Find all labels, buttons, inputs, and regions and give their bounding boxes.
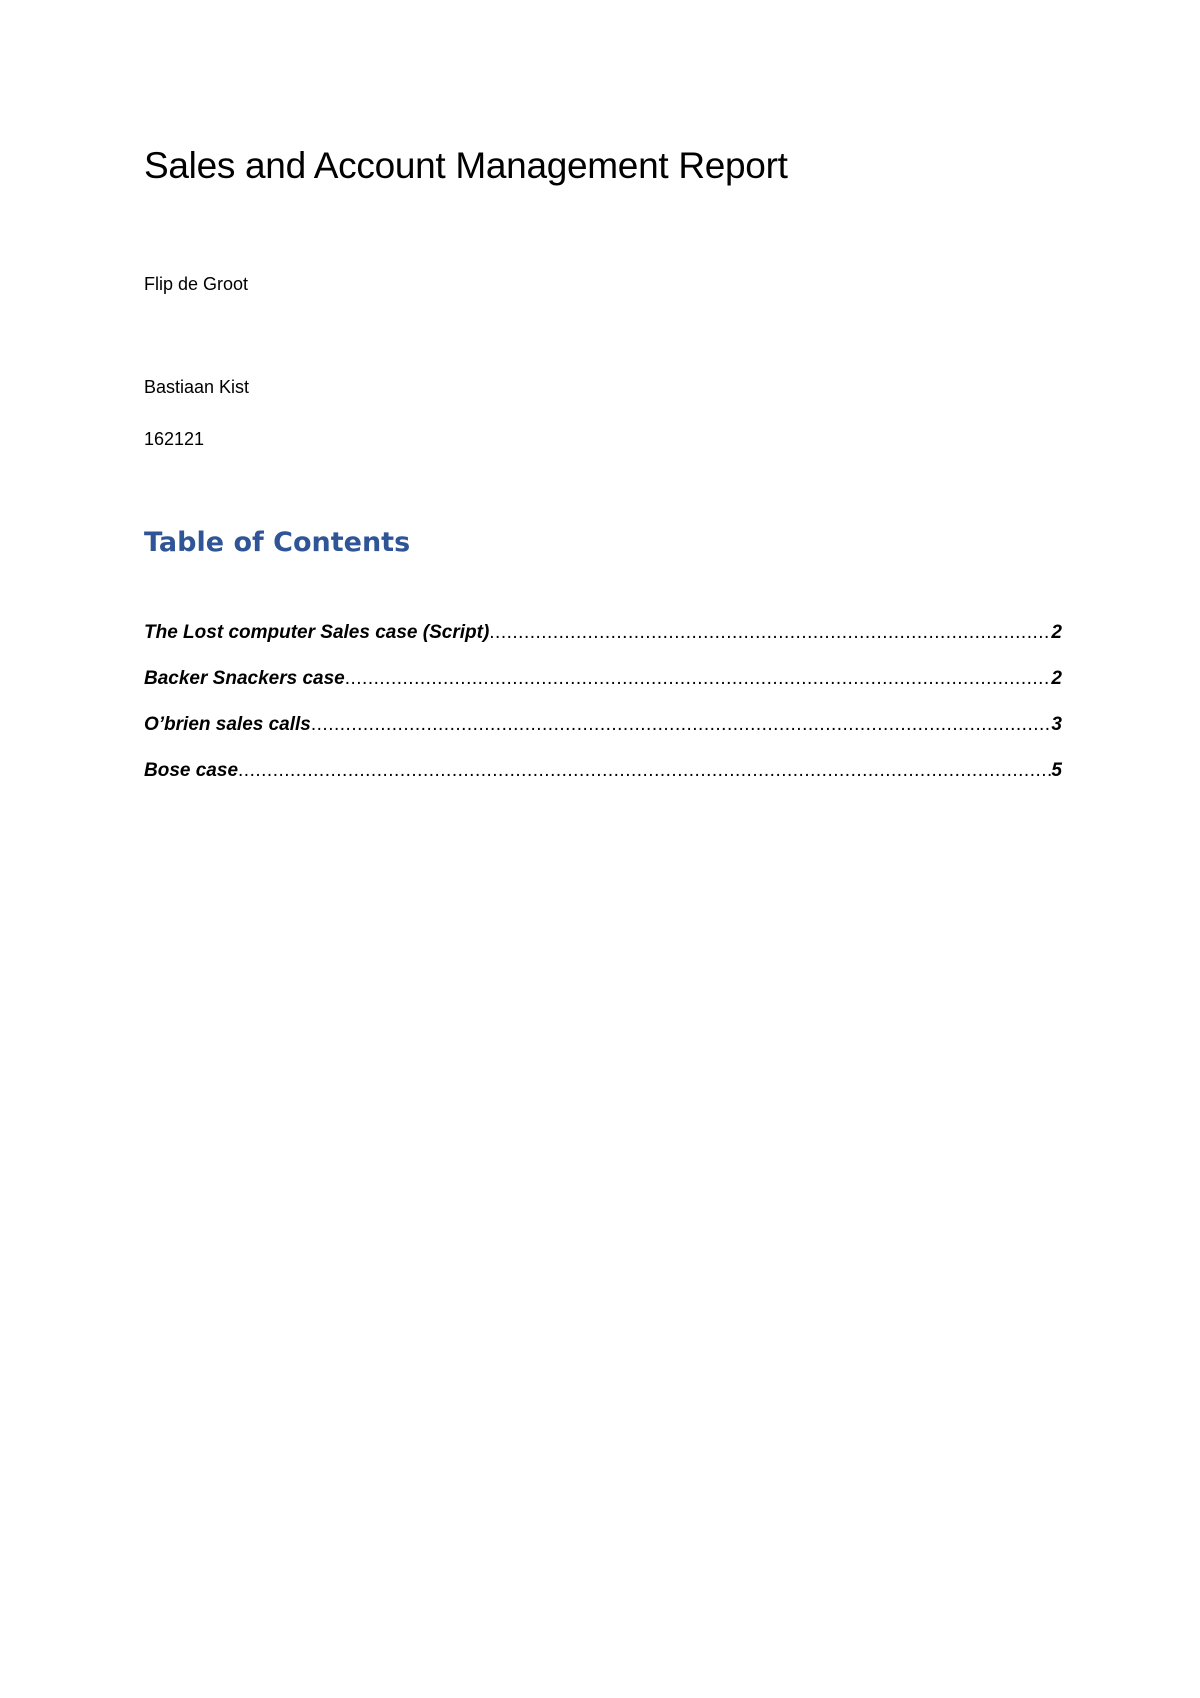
toc-page-number: 3 <box>1051 714 1062 735</box>
toc-page-number: 2 <box>1051 622 1062 643</box>
student-number: 162121 <box>144 429 205 449</box>
toc-page-number: 2 <box>1051 668 1062 689</box>
toc-page-number: 5 <box>1051 760 1062 781</box>
author-name: Flip de Groot <box>144 274 249 294</box>
toc-entry-obrien-sales-calls[interactable] <box>144 712 1062 758</box>
toc-dot-leader <box>489 620 1051 646</box>
toc-dot-leader <box>238 758 1051 784</box>
toc-entry-label: Bose case <box>144 760 239 781</box>
toc-dot-leader <box>311 712 1052 738</box>
toc-entry-bose-case[interactable] <box>144 758 1062 804</box>
toc-entry-label: Backer Snackers case <box>144 668 345 689</box>
toc-entry-label: The Lost computer Sales case (Script) <box>144 622 490 643</box>
table-of-contents <box>144 620 1062 804</box>
document-title: Sales and Account Management Report <box>144 145 788 186</box>
toc-heading: Table of Contents <box>144 527 411 558</box>
toc-entry-backer-snackers-case[interactable] <box>144 666 1062 712</box>
toc-entry-lost-computer-sales-case[interactable] <box>144 620 1062 666</box>
toc-dot-leader <box>345 666 1052 692</box>
toc-entry-label: O’brien sales calls <box>144 714 311 735</box>
supervisor-name: Bastiaan Kist <box>144 377 250 397</box>
